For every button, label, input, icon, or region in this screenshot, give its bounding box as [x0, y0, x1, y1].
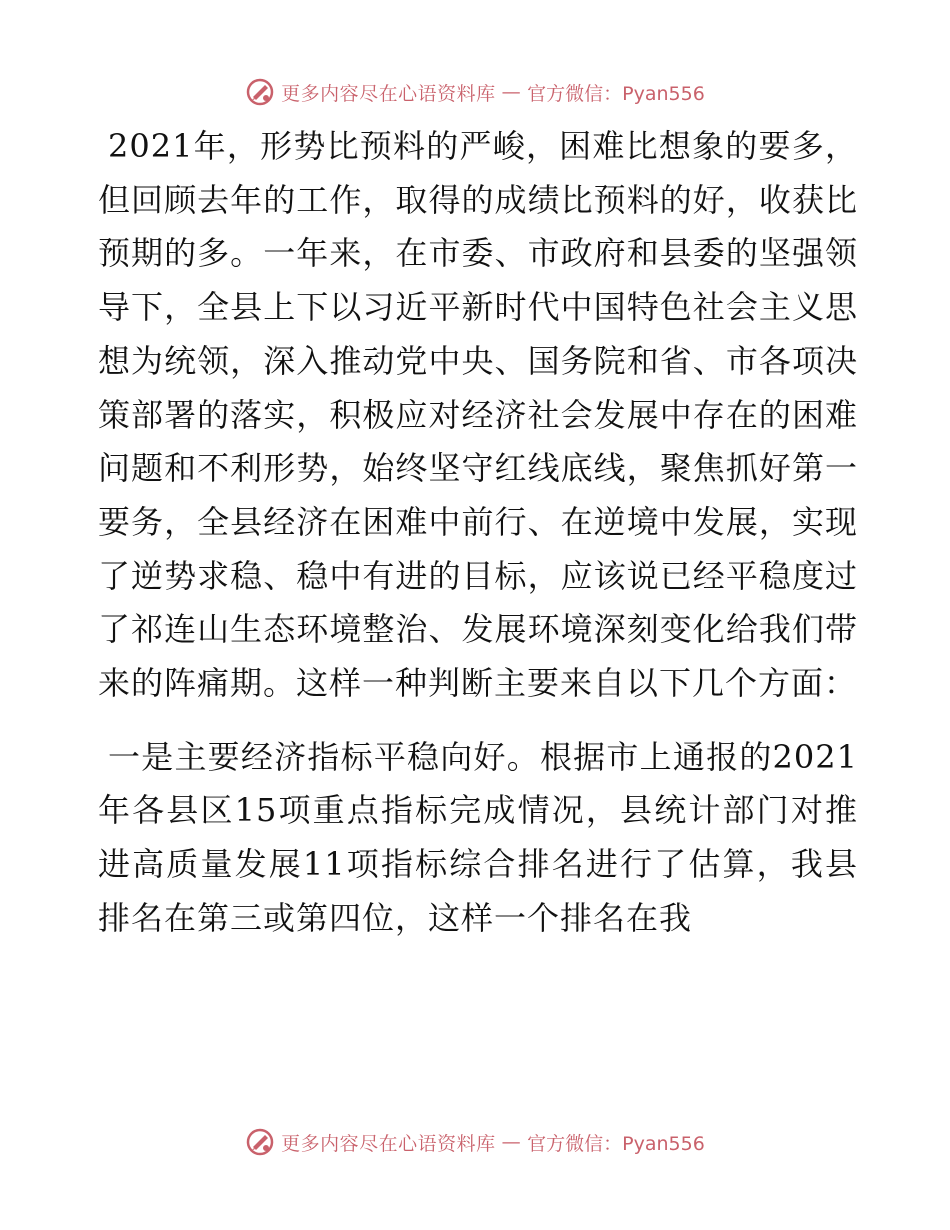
book-pen-logo-icon	[245, 1127, 275, 1157]
header-watermark	[0, 72, 950, 112]
footer-title: 更多内容尽在心语资料库	[281, 1132, 496, 1155]
header-title: 更多内容尽在心语资料库	[281, 82, 496, 105]
header-wechat: 官方微信：Pyan556	[527, 82, 705, 105]
paragraph-1: 2021年，形势比预料的严峻，困难比想象的要多，但回顾去年的工作，取得的成绩比预料的好，收获比预期的多。一年来，在市委、市政府和县委的坚强领导下，全县上下以习近平新时代中国特色社会主义思想为统领，深入推动党中央、国务院和省、市各项决策部署的落实，积极应对经济社会发展中存在的困难问题和不利形势，始终坚守红线底线，聚焦抓好第一要务，全县经济在困难中前行、在逆境中发展，实现了逆势求稳、稳中有进的目标，应该说已经平稳度过了祁连山生态环境整治、发展环境深刻变化给我们带来的阵痛期。这样一种判断主要来自以下几个方面：	[98, 127, 858, 703]
paragraph-2: 一是主要经济指标平稳向好。根据市上通报的2021年各县区15项重点指标完成情况，县统计部门对推进高质量发展11项指标综合排名进行了估算，我县排名在第三或第四位，这样一个排名在我	[98, 737, 858, 937]
document-body	[98, 120, 858, 946]
footer-wechat: 官方微信：Pyan556	[527, 1132, 705, 1155]
header-separator: —	[501, 81, 522, 103]
footer-watermark	[0, 1122, 950, 1162]
book-pen-logo-icon	[245, 77, 275, 107]
footer-separator: —	[501, 1131, 522, 1153]
